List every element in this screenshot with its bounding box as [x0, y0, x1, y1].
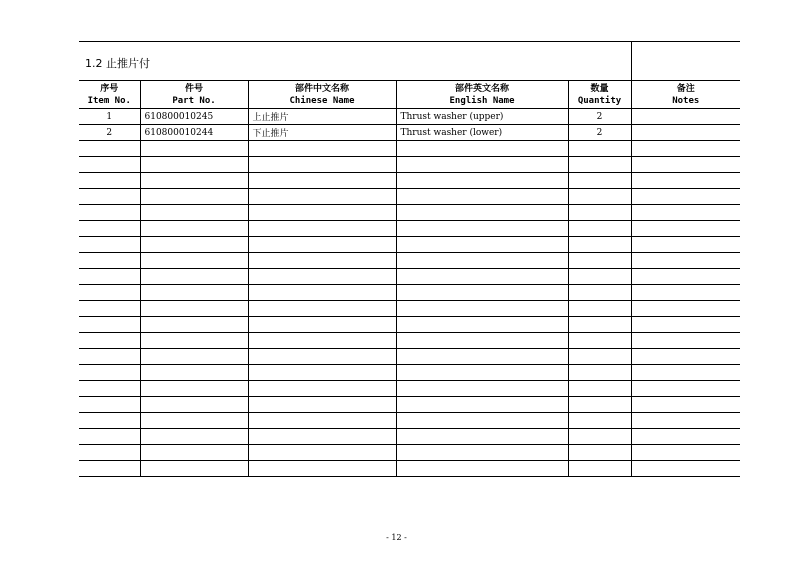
- empty-cell: [396, 221, 568, 237]
- empty-cell: [631, 269, 740, 285]
- cell-item: 1: [79, 109, 140, 125]
- table-row: [79, 125, 740, 141]
- empty-cell: [140, 349, 248, 365]
- empty-cell: [631, 253, 740, 269]
- empty-cell: [568, 413, 631, 429]
- empty-cell: [79, 221, 140, 237]
- empty-cell: [248, 237, 396, 253]
- empty-cell: [568, 333, 631, 349]
- empty-cell: [631, 301, 740, 317]
- empty-cell: [396, 381, 568, 397]
- empty-cell: [631, 429, 740, 445]
- parts-list-frame: [79, 41, 740, 477]
- header-quantity: 数量 Quantity: [568, 81, 631, 109]
- empty-row: [79, 445, 740, 461]
- empty-cell: [140, 205, 248, 221]
- cell-en-name: Thrust washer (upper): [396, 109, 568, 125]
- empty-cell: [248, 285, 396, 301]
- empty-cell: [248, 301, 396, 317]
- empty-cell: [248, 205, 396, 221]
- empty-cell: [140, 317, 248, 333]
- header-notes: 备注 Notes: [631, 81, 740, 109]
- empty-cell: [79, 445, 140, 461]
- empty-row: [79, 317, 740, 333]
- empty-cell: [248, 141, 396, 157]
- empty-cell: [79, 157, 140, 173]
- title-row: [79, 41, 740, 80]
- empty-cell: [631, 381, 740, 397]
- empty-cell: [568, 349, 631, 365]
- empty-cell: [568, 221, 631, 237]
- cell-part: 610800010244: [140, 125, 248, 141]
- empty-cell: [79, 269, 140, 285]
- empty-cell: [396, 317, 568, 333]
- cell-cn-name: 下止推片: [248, 125, 396, 141]
- cell-notes: [631, 109, 740, 125]
- empty-cell: [140, 445, 248, 461]
- empty-cell: [568, 317, 631, 333]
- empty-row: [79, 301, 740, 317]
- empty-cell: [248, 189, 396, 205]
- empty-row: [79, 397, 740, 413]
- header-item-no: 序号 Item No.: [79, 81, 140, 109]
- page-number: - 12 -: [386, 533, 407, 542]
- empty-cell: [396, 429, 568, 445]
- empty-row: [79, 365, 740, 381]
- empty-cell: [140, 141, 248, 157]
- empty-cell: [140, 189, 248, 205]
- empty-cell: [79, 285, 140, 301]
- empty-row: [79, 429, 740, 445]
- empty-cell: [79, 301, 140, 317]
- empty-row: [79, 285, 740, 301]
- header-part-no: 件号 Part No.: [140, 81, 248, 109]
- cell-qty: 2: [568, 109, 631, 125]
- empty-cell: [396, 365, 568, 381]
- empty-row: [79, 413, 740, 429]
- empty-row: [79, 269, 740, 285]
- empty-row: [79, 349, 740, 365]
- empty-cell: [140, 221, 248, 237]
- empty-cell: [568, 157, 631, 173]
- empty-row: [79, 237, 740, 253]
- empty-row: [79, 333, 740, 349]
- empty-cell: [79, 189, 140, 205]
- empty-cell: [568, 173, 631, 189]
- empty-cell: [248, 157, 396, 173]
- empty-cell: [248, 429, 396, 445]
- empty-cell: [140, 429, 248, 445]
- empty-cell: [568, 237, 631, 253]
- empty-cell: [140, 269, 248, 285]
- empty-cell: [568, 285, 631, 301]
- empty-cell: [568, 429, 631, 445]
- empty-cell: [79, 397, 140, 413]
- empty-cell: [631, 333, 740, 349]
- empty-cell: [79, 237, 140, 253]
- parts-table: [79, 80, 740, 477]
- empty-cell: [631, 461, 740, 477]
- header-row: [79, 81, 740, 109]
- empty-cell: [79, 205, 140, 221]
- empty-cell: [396, 301, 568, 317]
- empty-cell: [396, 253, 568, 269]
- empty-cell: [396, 285, 568, 301]
- empty-cell: [248, 333, 396, 349]
- empty-cell: [568, 301, 631, 317]
- empty-cell: [568, 205, 631, 221]
- empty-cell: [248, 365, 396, 381]
- cell-item: 2: [79, 125, 140, 141]
- empty-cell: [140, 397, 248, 413]
- empty-row: [79, 253, 740, 269]
- empty-cell: [568, 189, 631, 205]
- empty-cell: [631, 205, 740, 221]
- empty-row: [79, 205, 740, 221]
- empty-cell: [631, 365, 740, 381]
- empty-cell: [79, 253, 140, 269]
- empty-cell: [631, 317, 740, 333]
- empty-cell: [79, 173, 140, 189]
- empty-cell: [140, 301, 248, 317]
- table-row: [79, 109, 740, 125]
- empty-cell: [396, 349, 568, 365]
- empty-cell: [140, 365, 248, 381]
- empty-cell: [79, 333, 140, 349]
- empty-cell: [631, 189, 740, 205]
- empty-cell: [248, 413, 396, 429]
- empty-cell: [79, 317, 140, 333]
- empty-cell: [568, 461, 631, 477]
- empty-cell: [631, 141, 740, 157]
- empty-cell: [568, 253, 631, 269]
- empty-cell: [631, 413, 740, 429]
- empty-row: [79, 173, 740, 189]
- empty-cell: [79, 381, 140, 397]
- empty-cell: [396, 269, 568, 285]
- empty-cell: [248, 173, 396, 189]
- empty-cell: [396, 157, 568, 173]
- empty-cell: [248, 221, 396, 237]
- empty-cell: [248, 317, 396, 333]
- empty-cell: [568, 141, 631, 157]
- empty-cell: [79, 461, 140, 477]
- empty-cell: [396, 205, 568, 221]
- empty-cell: [140, 157, 248, 173]
- cell-en-name: Thrust washer (lower): [396, 125, 568, 141]
- table-body: [79, 109, 740, 477]
- empty-cell: [396, 333, 568, 349]
- empty-row: [79, 461, 740, 477]
- empty-cell: [248, 269, 396, 285]
- cell-part: 610800010245: [140, 109, 248, 125]
- empty-cell: [248, 461, 396, 477]
- empty-cell: [140, 461, 248, 477]
- title-divider: [631, 42, 632, 80]
- empty-cell: [396, 173, 568, 189]
- empty-cell: [396, 445, 568, 461]
- empty-cell: [396, 397, 568, 413]
- empty-cell: [396, 461, 568, 477]
- empty-cell: [248, 397, 396, 413]
- empty-cell: [248, 381, 396, 397]
- empty-cell: [248, 253, 396, 269]
- empty-row: [79, 189, 740, 205]
- empty-row: [79, 381, 740, 397]
- empty-cell: [631, 157, 740, 173]
- empty-cell: [140, 173, 248, 189]
- empty-cell: [140, 413, 248, 429]
- empty-cell: [631, 445, 740, 461]
- cell-cn-name: 上止推片: [248, 109, 396, 125]
- empty-cell: [396, 189, 568, 205]
- empty-cell: [568, 269, 631, 285]
- empty-cell: [79, 429, 140, 445]
- empty-cell: [631, 221, 740, 237]
- empty-row: [79, 141, 740, 157]
- empty-cell: [248, 349, 396, 365]
- section-title: 1.2 止推片付: [85, 57, 150, 70]
- header-chinese-name: 部件中文名称 Chinese Name: [248, 81, 396, 109]
- empty-cell: [396, 237, 568, 253]
- empty-cell: [396, 413, 568, 429]
- empty-cell: [631, 397, 740, 413]
- cell-notes: [631, 125, 740, 141]
- empty-cell: [568, 381, 631, 397]
- empty-row: [79, 157, 740, 173]
- empty-cell: [631, 349, 740, 365]
- empty-cell: [79, 349, 140, 365]
- empty-cell: [79, 365, 140, 381]
- empty-cell: [79, 141, 140, 157]
- empty-cell: [568, 365, 631, 381]
- empty-cell: [631, 237, 740, 253]
- empty-cell: [79, 413, 140, 429]
- empty-cell: [140, 237, 248, 253]
- empty-cell: [248, 445, 396, 461]
- header-english-name: 部件英文名称 English Name: [396, 81, 568, 109]
- empty-cell: [568, 397, 631, 413]
- empty-cell: [140, 333, 248, 349]
- empty-cell: [568, 445, 631, 461]
- empty-row: [79, 221, 740, 237]
- empty-cell: [140, 285, 248, 301]
- empty-cell: [140, 253, 248, 269]
- empty-cell: [396, 141, 568, 157]
- cell-qty: 2: [568, 125, 631, 141]
- empty-cell: [631, 285, 740, 301]
- empty-cell: [631, 173, 740, 189]
- empty-cell: [140, 381, 248, 397]
